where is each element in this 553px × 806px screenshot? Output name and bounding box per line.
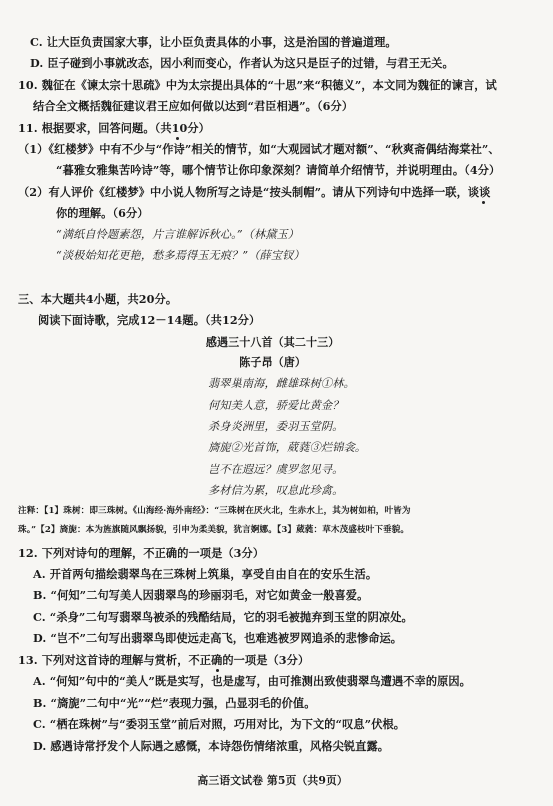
poem-line-6: 多材信为累，叹息此珍禽。	[208, 484, 344, 497]
poem-line-4: 旖旎②光首饰，葳蕤③烂锦衾。	[208, 441, 367, 454]
question-10-line-1: 10. 魏征在《谏太宗十思疏》中为太宗提出具体的“十思”来“积德义”，本文同为魏征的谏言，试	[18, 78, 497, 92]
question-11-part-1-line-1: （1）《红楼梦》中有不少与“作诗”相关的情节，如“大观园试才题对额”、“秋爽斋偶结海棠社”、	[18, 142, 500, 156]
question-12-option-b: B. “何知”二句写美人因翡翠鸟的珍丽羽毛，对它如黄金一般喜爱。	[33, 588, 369, 602]
question-12-option-c: C. “杀身”二句写翡翠鸟被杀的残酷结局，它的羽毛被抛弃到玉堂的阴凉处。	[33, 610, 413, 624]
question-12-option-d: D. “岂不”二句写出翡翠鸟即使远走高飞，也难逃被罗网追杀的悲惨命运。	[33, 631, 403, 645]
verse-lin-daiyu: “满纸自怜题素怨，片言谁解诉秋心。”（林黛玉）	[56, 228, 300, 241]
ink-dot	[482, 201, 485, 204]
question-12-option-a: A. 开首两句描绘翡翠鸟在三珠树上筑巢，享受自由自在的安乐生活。	[33, 567, 378, 581]
section-3-instruction: 阅读下面诗歌，完成12－14题。（共12分）	[38, 313, 261, 327]
question-13-option-b: B. “旖旎”二句中“光”“烂”表现力强，凸显羽毛的价值。	[33, 696, 316, 710]
verse-xue-baochai: “淡极始知花更艳，愁多焉得玉无痕？”（薛宝钗）	[56, 249, 305, 262]
question-11-part-1-line-2: “暮雅女雅集苦吟诗”等，哪个情节让你印象深刻？请简单介绍情节，并说明理由。（4分）	[56, 163, 501, 177]
question-11-part-2-line-1: （2）有人评价《红楼梦》中小说人物所写之诗是“按头制帽”。请从下列诗句中选择一联，谈谈	[18, 185, 491, 199]
question-13-option-c: C. “栖在珠树”与“委羽玉堂”前后对照，巧用对比，为下文的“叹息”伏根。	[33, 717, 406, 731]
poem-title: 感遇三十八首（其二十三）	[205, 335, 340, 349]
poem-line-5: 岂不在遐远？虞罗忽见寻。	[208, 463, 344, 476]
question-12-heading: 12. 下列对诗句的理解，不正确的一项是（3分）	[18, 546, 265, 560]
question-13-option-a: A. “何知”句中的“美人”既是实写，也是虚写，由可推测出致使翡翠鸟遭遇不幸的原因。	[33, 674, 471, 688]
page-footer: 高三语文试卷 第5页（共9页）	[197, 774, 348, 787]
poem-line-3: 杀身炎洲里，委羽玉堂阴。	[208, 420, 344, 433]
question-11-part-2-line-2: 你的理解。（6分）	[56, 206, 149, 220]
question-10-line-2: 结合全文概括魏征建议君王应如何做以达到“君臣相遇”。（6分）	[33, 99, 354, 113]
poem-line-2: 何知美人意，骄爱比黄金？	[208, 399, 344, 412]
poem-author: 陈子昂（唐）	[239, 355, 307, 369]
poem-note-line-2: 珠。”【2】旖旎：本为旌旗随风飘扬貌，引申为柔美貌，犹言婀娜。【3】葳蕤：草木茂盛枝叶下垂貌。	[18, 525, 410, 535]
question-11-heading: 11. 根据要求，回答问题。（共10分）	[18, 121, 210, 135]
poem-note-line-1: 注释：【1】珠树：即三珠树。《山海经·海外南经》：“三珠树在厌火北，生赤水上，其为树如柏，叶皆为	[18, 506, 411, 516]
question-13-option-d: D. 感遇诗常抒发个人际遇之感慨，本诗怨伤情绪浓重，风格尖锐直露。	[33, 739, 390, 753]
section-3-heading: 三、本大题共4小题，共20分。	[18, 292, 178, 306]
option-d-previous: D. 臣子碰到小事就改态，因小利而变心，作者认为这只是臣子的过错，与君王无关。	[30, 56, 454, 70]
ink-dot	[216, 669, 219, 672]
question-13-heading: 13. 下列对这首诗的理解与赏析，不正确的一项是（3分）	[18, 653, 310, 667]
option-c-previous: C. 让大臣负责国家大事，让小臣负责具体的小事，这是治国的普遍道理。	[30, 35, 397, 49]
ink-dot	[176, 137, 179, 140]
poem-line-1: 翡翠巢南海，雌雄珠树①林。	[208, 377, 355, 390]
